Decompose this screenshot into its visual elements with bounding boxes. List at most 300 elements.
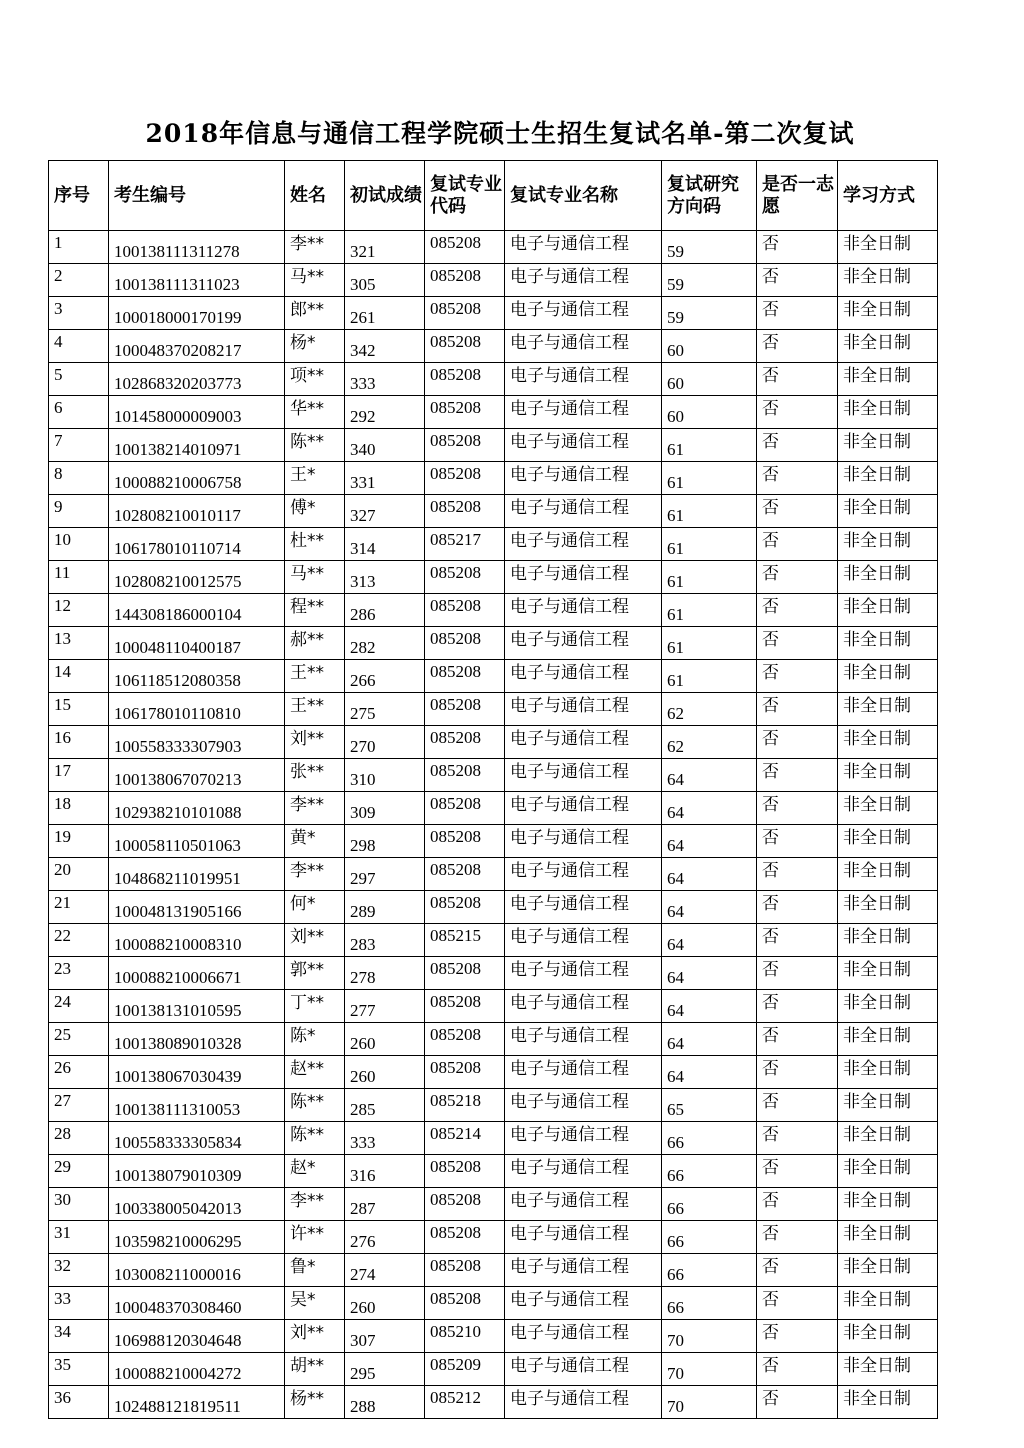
candidate-id-cell: 100048131905166 (109, 891, 285, 924)
study-mode-cell: 非全日制 (838, 1056, 938, 1089)
initial-score-cell: 283 (345, 924, 425, 957)
table-row (49, 1188, 938, 1221)
table-row (49, 1287, 938, 1320)
direction-code-cell: 59 (662, 264, 757, 297)
header-major-name: 复试专业名称 (505, 161, 662, 231)
name-cell: 王* (285, 462, 345, 495)
initial-score-cell: 266 (345, 660, 425, 693)
candidate-id-cell: 100058110501063 (109, 825, 285, 858)
name-cell: 黄* (285, 825, 345, 858)
first-choice-cell: 否 (757, 792, 838, 825)
header-initial-score: 初试成绩 (345, 161, 425, 231)
seq-cell: 21 (49, 891, 109, 924)
initial-score-cell: 307 (345, 1320, 425, 1353)
table-row (49, 990, 938, 1023)
initial-score-cell: 292 (345, 396, 425, 429)
direction-code-cell: 61 (662, 429, 757, 462)
major-code-cell: 085208 (425, 1221, 505, 1254)
header-major-code: 复试专业代码 (425, 161, 505, 231)
study-mode-cell: 非全日制 (838, 759, 938, 792)
seq-cell: 27 (49, 1089, 109, 1122)
candidate-id-cell: 101458000009003 (109, 396, 285, 429)
initial-score-cell: 331 (345, 462, 425, 495)
major-code-cell: 085208 (425, 1023, 505, 1056)
first-choice-cell: 否 (757, 825, 838, 858)
initial-score-cell: 321 (345, 231, 425, 264)
table-row (49, 429, 938, 462)
table-row (49, 561, 938, 594)
name-cell: 刘** (285, 1320, 345, 1353)
table-row (49, 660, 938, 693)
major-name-cell: 电子与通信工程 (505, 1386, 662, 1419)
direction-code-cell: 66 (662, 1188, 757, 1221)
major-code-cell: 085208 (425, 1056, 505, 1089)
first-choice-cell: 否 (757, 990, 838, 1023)
major-name-cell: 电子与通信工程 (505, 330, 662, 363)
major-name-cell: 电子与通信工程 (505, 1221, 662, 1254)
initial-score-cell: 333 (345, 363, 425, 396)
major-code-cell: 085208 (425, 561, 505, 594)
candidate-id-cell: 103598210006295 (109, 1221, 285, 1254)
initial-score-cell: 275 (345, 693, 425, 726)
seq-cell: 5 (49, 363, 109, 396)
major-name-cell: 电子与通信工程 (505, 396, 662, 429)
major-name-cell: 电子与通信工程 (505, 1155, 662, 1188)
table-row (49, 1221, 938, 1254)
major-name-cell: 电子与通信工程 (505, 858, 662, 891)
direction-code-cell: 62 (662, 693, 757, 726)
major-code-cell: 085215 (425, 924, 505, 957)
first-choice-cell: 否 (757, 1287, 838, 1320)
first-choice-cell: 否 (757, 231, 838, 264)
name-cell: 吴* (285, 1287, 345, 1320)
name-cell: 张** (285, 759, 345, 792)
seq-cell: 26 (49, 1056, 109, 1089)
candidate-id-cell: 100048370208217 (109, 330, 285, 363)
header-first-choice: 是否一志愿 (757, 161, 838, 231)
initial-score-cell: 313 (345, 561, 425, 594)
name-cell: 胡** (285, 1353, 345, 1386)
candidate-id-cell: 100338005042013 (109, 1188, 285, 1221)
name-cell: 华** (285, 396, 345, 429)
first-choice-cell: 否 (757, 957, 838, 990)
name-cell: 郎** (285, 297, 345, 330)
major-name-cell: 电子与通信工程 (505, 363, 662, 396)
study-mode-cell: 非全日制 (838, 495, 938, 528)
initial-score-cell: 297 (345, 858, 425, 891)
direction-code-cell: 65 (662, 1089, 757, 1122)
direction-code-cell: 61 (662, 528, 757, 561)
major-code-cell: 085208 (425, 627, 505, 660)
table-row (49, 759, 938, 792)
initial-score-cell: 288 (345, 1386, 425, 1419)
direction-code-cell: 64 (662, 957, 757, 990)
major-code-cell: 085208 (425, 1254, 505, 1287)
major-code-cell: 085208 (425, 891, 505, 924)
first-choice-cell: 否 (757, 396, 838, 429)
table-row (49, 264, 938, 297)
direction-code-cell: 64 (662, 990, 757, 1023)
seq-cell: 31 (49, 1221, 109, 1254)
name-cell: 王** (285, 693, 345, 726)
initial-score-cell: 285 (345, 1089, 425, 1122)
study-mode-cell: 非全日制 (838, 1386, 938, 1419)
table-row (49, 330, 938, 363)
major-name-cell: 电子与通信工程 (505, 1320, 662, 1353)
name-cell: 刘** (285, 924, 345, 957)
major-name-cell: 电子与通信工程 (505, 1122, 662, 1155)
initial-score-cell: 295 (345, 1353, 425, 1386)
major-name-cell: 电子与通信工程 (505, 462, 662, 495)
major-name-cell: 电子与通信工程 (505, 957, 662, 990)
direction-code-cell: 61 (662, 660, 757, 693)
header-direction-code: 复试研究方向码 (662, 161, 757, 231)
table-row (49, 1155, 938, 1188)
name-cell: 程** (285, 594, 345, 627)
study-mode-cell: 非全日制 (838, 594, 938, 627)
first-choice-cell: 否 (757, 528, 838, 561)
candidate-id-cell: 100088210006758 (109, 462, 285, 495)
study-mode-cell: 非全日制 (838, 891, 938, 924)
seq-cell: 8 (49, 462, 109, 495)
name-cell: 李** (285, 792, 345, 825)
first-choice-cell: 否 (757, 726, 838, 759)
seq-cell: 17 (49, 759, 109, 792)
study-mode-cell: 非全日制 (838, 1089, 938, 1122)
applicant-table (48, 160, 938, 1419)
study-mode-cell: 非全日制 (838, 1353, 938, 1386)
table-row (49, 462, 938, 495)
major-code-cell: 085208 (425, 990, 505, 1023)
direction-code-cell: 70 (662, 1353, 757, 1386)
study-mode-cell: 非全日制 (838, 1254, 938, 1287)
table-row (49, 924, 938, 957)
seq-cell: 20 (49, 858, 109, 891)
major-code-cell: 085208 (425, 693, 505, 726)
major-code-cell: 085208 (425, 1155, 505, 1188)
seq-cell: 4 (49, 330, 109, 363)
major-code-cell: 085208 (425, 264, 505, 297)
table-row (49, 528, 938, 561)
table-row (49, 1353, 938, 1386)
study-mode-cell: 非全日制 (838, 627, 938, 660)
seq-cell: 3 (49, 297, 109, 330)
study-mode-cell: 非全日制 (838, 1221, 938, 1254)
first-choice-cell: 否 (757, 858, 838, 891)
table-row (49, 891, 938, 924)
direction-code-cell: 64 (662, 792, 757, 825)
name-cell: 陈** (285, 429, 345, 462)
first-choice-cell: 否 (757, 1023, 838, 1056)
seq-cell: 19 (49, 825, 109, 858)
study-mode-cell: 非全日制 (838, 924, 938, 957)
direction-code-cell: 70 (662, 1320, 757, 1353)
name-cell: 郭** (285, 957, 345, 990)
first-choice-cell: 否 (757, 693, 838, 726)
study-mode-cell: 非全日制 (838, 1287, 938, 1320)
direction-code-cell: 64 (662, 1056, 757, 1089)
direction-code-cell: 61 (662, 462, 757, 495)
seq-cell: 14 (49, 660, 109, 693)
table-row (49, 396, 938, 429)
page-title: 2018年信息与通信工程学院硕士生招生复试名单-第二次复试 (145, 119, 855, 148)
initial-score-cell: 309 (345, 792, 425, 825)
major-name-cell: 电子与通信工程 (505, 660, 662, 693)
table-row (49, 792, 938, 825)
major-code-cell: 085218 (425, 1089, 505, 1122)
initial-score-cell: 342 (345, 330, 425, 363)
candidate-id-cell: 102808210010117 (109, 495, 285, 528)
major-code-cell: 085208 (425, 957, 505, 990)
major-code-cell: 085208 (425, 726, 505, 759)
initial-score-cell: 274 (345, 1254, 425, 1287)
first-choice-cell: 否 (757, 1188, 838, 1221)
seq-cell: 35 (49, 1353, 109, 1386)
major-name-cell: 电子与通信工程 (505, 627, 662, 660)
name-cell: 杨** (285, 1386, 345, 1419)
seq-cell: 1 (49, 231, 109, 264)
major-name-cell: 电子与通信工程 (505, 891, 662, 924)
major-name-cell: 电子与通信工程 (505, 528, 662, 561)
header-candidate-id: 考生编号 (109, 161, 285, 231)
initial-score-cell: 314 (345, 528, 425, 561)
direction-code-cell: 64 (662, 858, 757, 891)
major-code-cell: 085208 (425, 462, 505, 495)
first-choice-cell: 否 (757, 891, 838, 924)
initial-score-cell: 333 (345, 1122, 425, 1155)
major-name-cell: 电子与通信工程 (505, 1023, 662, 1056)
major-name-cell: 电子与通信工程 (505, 429, 662, 462)
initial-score-cell: 261 (345, 297, 425, 330)
major-code-cell: 085209 (425, 1353, 505, 1386)
candidate-id-cell: 100138111311023 (109, 264, 285, 297)
first-choice-cell: 否 (757, 660, 838, 693)
direction-code-cell: 66 (662, 1254, 757, 1287)
initial-score-cell: 340 (345, 429, 425, 462)
direction-code-cell: 59 (662, 231, 757, 264)
direction-code-cell: 61 (662, 561, 757, 594)
candidate-id-cell: 102808210012575 (109, 561, 285, 594)
first-choice-cell: 否 (757, 1155, 838, 1188)
major-name-cell: 电子与通信工程 (505, 990, 662, 1023)
candidate-id-cell: 100138089010328 (109, 1023, 285, 1056)
first-choice-cell: 否 (757, 1056, 838, 1089)
major-name-cell: 电子与通信工程 (505, 1089, 662, 1122)
direction-code-cell: 66 (662, 1122, 757, 1155)
initial-score-cell: 310 (345, 759, 425, 792)
initial-score-cell: 286 (345, 594, 425, 627)
seq-cell: 6 (49, 396, 109, 429)
major-code-cell: 085208 (425, 429, 505, 462)
first-choice-cell: 否 (757, 330, 838, 363)
initial-score-cell: 305 (345, 264, 425, 297)
first-choice-cell: 否 (757, 264, 838, 297)
major-name-cell: 电子与通信工程 (505, 1056, 662, 1089)
candidate-id-cell: 106178010110714 (109, 528, 285, 561)
name-cell: 赵** (285, 1056, 345, 1089)
major-code-cell: 085217 (425, 528, 505, 561)
name-cell: 杨* (285, 330, 345, 363)
direction-code-cell: 66 (662, 1221, 757, 1254)
study-mode-cell: 非全日制 (838, 1188, 938, 1221)
header-seq: 序号 (49, 161, 109, 231)
first-choice-cell: 否 (757, 1122, 838, 1155)
first-choice-cell: 否 (757, 627, 838, 660)
table-row (49, 1254, 938, 1287)
seq-cell: 22 (49, 924, 109, 957)
major-name-cell: 电子与通信工程 (505, 495, 662, 528)
study-mode-cell: 非全日制 (838, 264, 938, 297)
first-choice-cell: 否 (757, 429, 838, 462)
study-mode-cell: 非全日制 (838, 792, 938, 825)
candidate-id-cell: 100138214010971 (109, 429, 285, 462)
table-row (49, 627, 938, 660)
seq-cell: 9 (49, 495, 109, 528)
major-name-cell: 电子与通信工程 (505, 594, 662, 627)
initial-score-cell: 260 (345, 1287, 425, 1320)
seq-cell: 30 (49, 1188, 109, 1221)
study-mode-cell: 非全日制 (838, 957, 938, 990)
seq-cell: 24 (49, 990, 109, 1023)
major-name-cell: 电子与通信工程 (505, 1287, 662, 1320)
direction-code-cell: 60 (662, 330, 757, 363)
major-code-cell: 085210 (425, 1320, 505, 1353)
name-cell: 陈* (285, 1023, 345, 1056)
initial-score-cell: 287 (345, 1188, 425, 1221)
study-mode-cell: 非全日制 (838, 330, 938, 363)
direction-code-cell: 64 (662, 891, 757, 924)
direction-code-cell: 59 (662, 297, 757, 330)
first-choice-cell: 否 (757, 1353, 838, 1386)
study-mode-cell: 非全日制 (838, 825, 938, 858)
name-cell: 陈** (285, 1089, 345, 1122)
name-cell: 马** (285, 264, 345, 297)
candidate-id-cell: 106178010110810 (109, 693, 285, 726)
major-name-cell: 电子与通信工程 (505, 825, 662, 858)
study-mode-cell: 非全日制 (838, 858, 938, 891)
major-name-cell: 电子与通信工程 (505, 924, 662, 957)
initial-score-cell: 316 (345, 1155, 425, 1188)
direction-code-cell: 66 (662, 1155, 757, 1188)
study-mode-cell: 非全日制 (838, 561, 938, 594)
candidate-id-cell: 100048370308460 (109, 1287, 285, 1320)
initial-score-cell: 277 (345, 990, 425, 1023)
seq-cell: 12 (49, 594, 109, 627)
study-mode-cell: 非全日制 (838, 429, 938, 462)
major-name-cell: 电子与通信工程 (505, 264, 662, 297)
seq-cell: 33 (49, 1287, 109, 1320)
major-code-cell: 085208 (425, 1188, 505, 1221)
name-cell: 赵* (285, 1155, 345, 1188)
major-code-cell: 085208 (425, 231, 505, 264)
table-row (49, 1056, 938, 1089)
name-cell: 项** (285, 363, 345, 396)
table-header-row (49, 161, 938, 231)
name-cell: 郝** (285, 627, 345, 660)
major-code-cell: 085208 (425, 396, 505, 429)
direction-code-cell: 70 (662, 1386, 757, 1419)
direction-code-cell: 61 (662, 495, 757, 528)
name-cell: 丁** (285, 990, 345, 1023)
study-mode-cell: 非全日制 (838, 297, 938, 330)
candidate-id-cell: 100088210004272 (109, 1353, 285, 1386)
first-choice-cell: 否 (757, 1089, 838, 1122)
initial-score-cell: 298 (345, 825, 425, 858)
direction-code-cell: 61 (662, 627, 757, 660)
candidate-id-cell: 100138131010595 (109, 990, 285, 1023)
candidate-id-cell: 104868211019951 (109, 858, 285, 891)
candidate-id-cell: 100138079010309 (109, 1155, 285, 1188)
name-cell: 李** (285, 858, 345, 891)
name-cell: 王** (285, 660, 345, 693)
seq-cell: 18 (49, 792, 109, 825)
table-row (49, 957, 938, 990)
study-mode-cell: 非全日制 (838, 660, 938, 693)
initial-score-cell: 327 (345, 495, 425, 528)
header-study-mode: 学习方式 (838, 161, 938, 231)
first-choice-cell: 否 (757, 1221, 838, 1254)
candidate-id-cell: 100138067030439 (109, 1056, 285, 1089)
candidate-id-cell: 102488121819511 (109, 1386, 285, 1419)
candidate-id-cell: 102868320203773 (109, 363, 285, 396)
first-choice-cell: 否 (757, 561, 838, 594)
candidate-id-cell: 100048110400187 (109, 627, 285, 660)
name-cell: 马** (285, 561, 345, 594)
initial-score-cell: 276 (345, 1221, 425, 1254)
major-name-cell: 电子与通信工程 (505, 561, 662, 594)
study-mode-cell: 非全日制 (838, 231, 938, 264)
study-mode-cell: 非全日制 (838, 726, 938, 759)
candidate-id-cell: 103008211000016 (109, 1254, 285, 1287)
major-code-cell: 085208 (425, 660, 505, 693)
direction-code-cell: 60 (662, 363, 757, 396)
major-name-cell: 电子与通信工程 (505, 1188, 662, 1221)
direction-code-cell: 61 (662, 594, 757, 627)
table-row (49, 693, 938, 726)
table-row (49, 858, 938, 891)
major-code-cell: 085208 (425, 297, 505, 330)
major-code-cell: 085208 (425, 825, 505, 858)
header-name: 姓名 (285, 161, 345, 231)
major-name-cell: 电子与通信工程 (505, 726, 662, 759)
first-choice-cell: 否 (757, 363, 838, 396)
seq-cell: 13 (49, 627, 109, 660)
table-row (49, 1089, 938, 1122)
table-row (49, 297, 938, 330)
name-cell: 杜** (285, 528, 345, 561)
table-row (49, 825, 938, 858)
first-choice-cell: 否 (757, 1254, 838, 1287)
major-code-cell: 085208 (425, 330, 505, 363)
seq-cell: 28 (49, 1122, 109, 1155)
candidate-id-cell: 106988120304648 (109, 1320, 285, 1353)
study-mode-cell: 非全日制 (838, 1023, 938, 1056)
candidate-id-cell: 100018000170199 (109, 297, 285, 330)
table-row (49, 1023, 938, 1056)
study-mode-cell: 非全日制 (838, 396, 938, 429)
candidate-id-cell: 100138111311278 (109, 231, 285, 264)
major-code-cell: 085208 (425, 363, 505, 396)
study-mode-cell: 非全日制 (838, 990, 938, 1023)
seq-cell: 32 (49, 1254, 109, 1287)
study-mode-cell: 非全日制 (838, 1155, 938, 1188)
major-code-cell: 085208 (425, 759, 505, 792)
seq-cell: 10 (49, 528, 109, 561)
table-row (49, 495, 938, 528)
name-cell: 傅* (285, 495, 345, 528)
study-mode-cell: 非全日制 (838, 693, 938, 726)
candidate-id-cell: 100088210006671 (109, 957, 285, 990)
